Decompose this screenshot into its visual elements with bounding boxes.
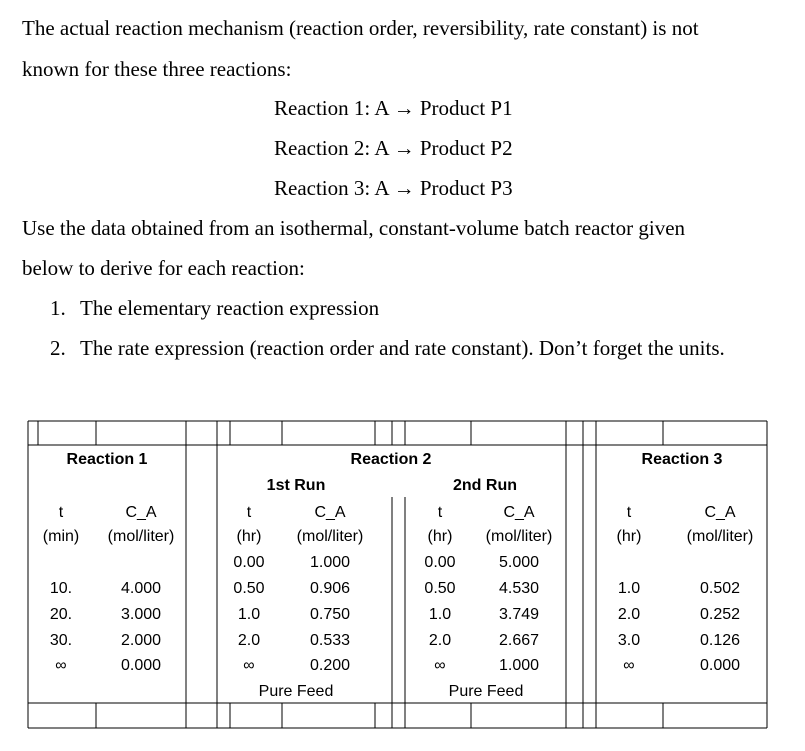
run1-ca-value: 0.906 [309, 580, 351, 597]
run1-t-unit: (hr) [236, 528, 262, 545]
run2-ca-value: 3.749 [498, 606, 540, 623]
r1-ca-value: 0.000 [120, 657, 162, 674]
reaction-2-title: Reaction 2 [350, 451, 432, 468]
r1-ca-header: C_A [125, 504, 157, 521]
run1-ca-header: C_A [314, 504, 346, 521]
instructions-line-1: Use the data obtained from an isothermal, constant-volume batch reactor given [22, 216, 686, 240]
run2-ca-unit: (mol/liter) [485, 528, 553, 545]
intro-line-1: The actual reaction mechanism (reaction order, reversibility, rate constant) is not [22, 16, 699, 40]
task-1 [50, 296, 379, 321]
run2-t-unit: (hr) [427, 528, 453, 545]
run2-ca-value: 1.000 [498, 657, 540, 674]
run2-ca-value: 2.667 [498, 632, 540, 649]
run2-t-value: 1.0 [428, 606, 452, 623]
run2-ca-header: C_A [503, 504, 535, 521]
r3-ca-unit: (mol/liter) [686, 528, 754, 545]
run1-ca-unit: (mol/liter) [296, 528, 364, 545]
r1-ca-unit: (mol/liter) [107, 528, 175, 545]
run1-ca-value: 0.750 [309, 606, 351, 623]
run1-pure-feed: Pure Feed [258, 683, 334, 700]
run2-ca-value: 5.000 [498, 554, 540, 571]
r3-t-header: t [626, 504, 632, 521]
r1-t-header: t [58, 504, 64, 521]
task-1-text: The elementary reaction expression [80, 296, 380, 320]
reaction-3-title: Reaction 3 [641, 451, 723, 468]
instructions-line-2: below to derive for each reaction: [22, 256, 305, 280]
r1-ca-value: 2.000 [120, 632, 162, 649]
task-2-text: The rate expression (reaction order and rate constant). Don’t forget the units. [80, 336, 725, 360]
task-2-number: 2. [50, 336, 66, 360]
run1-t-value: 2.0 [237, 632, 261, 649]
r3-ca-value: 0.000 [699, 657, 741, 674]
run2-t-header: t [437, 504, 443, 521]
reaction-1-equation: Reaction 1: A → Product P1 [274, 96, 513, 120]
run1-t-value: ∞ [243, 657, 255, 674]
reaction-2-equation: Reaction 2: A → Product P2 [274, 136, 513, 160]
r3-ca-header: C_A [704, 504, 736, 521]
run2-ca-value: 4.530 [498, 580, 540, 597]
run1-t-value: 0.00 [233, 554, 265, 571]
run1-t-value: 1.0 [237, 606, 261, 623]
r3-ca-value: 0.502 [699, 580, 741, 597]
run2-t-value: 0.50 [424, 580, 456, 597]
r1-t-value: ∞ [55, 657, 67, 674]
r3-t-value: 1.0 [617, 580, 641, 597]
r3-t-value: 3.0 [617, 632, 641, 649]
reaction-3-equation: Reaction 3: A → Product P3 [274, 176, 513, 200]
reaction-1-title: Reaction 1 [66, 451, 148, 468]
run1-t-value: 0.50 [233, 580, 265, 597]
r1-ca-value: 3.000 [120, 606, 162, 623]
r3-ca-value: 0.126 [699, 632, 741, 649]
run1-ca-value: 0.200 [309, 657, 351, 674]
run1-ca-value: 1.000 [309, 554, 351, 571]
r3-ca-value: 0.252 [699, 606, 741, 623]
run-1-title: 1st Run [266, 477, 326, 494]
run2-t-value: ∞ [434, 657, 446, 674]
r1-t-value: 30. [49, 632, 73, 649]
r1-t-value: 10. [49, 580, 73, 597]
r3-t-value: 2.0 [617, 606, 641, 623]
run1-t-header: t [246, 504, 252, 521]
run2-pure-feed: Pure Feed [448, 683, 524, 700]
run2-t-value: 2.0 [428, 632, 452, 649]
r1-ca-value: 4.000 [120, 580, 162, 597]
r1-t-unit: (min) [42, 528, 80, 545]
r3-t-value: ∞ [623, 657, 635, 674]
task-2 [50, 336, 725, 361]
r1-t-value: 20. [49, 606, 73, 623]
intro-line-2: known for these three reactions: [22, 57, 292, 81]
task-1-number: 1. [50, 296, 66, 320]
r3-t-unit: (hr) [616, 528, 642, 545]
run1-ca-value: 0.533 [309, 632, 351, 649]
run-2-title: 2nd Run [453, 477, 517, 494]
run2-t-value: 0.00 [424, 554, 456, 571]
